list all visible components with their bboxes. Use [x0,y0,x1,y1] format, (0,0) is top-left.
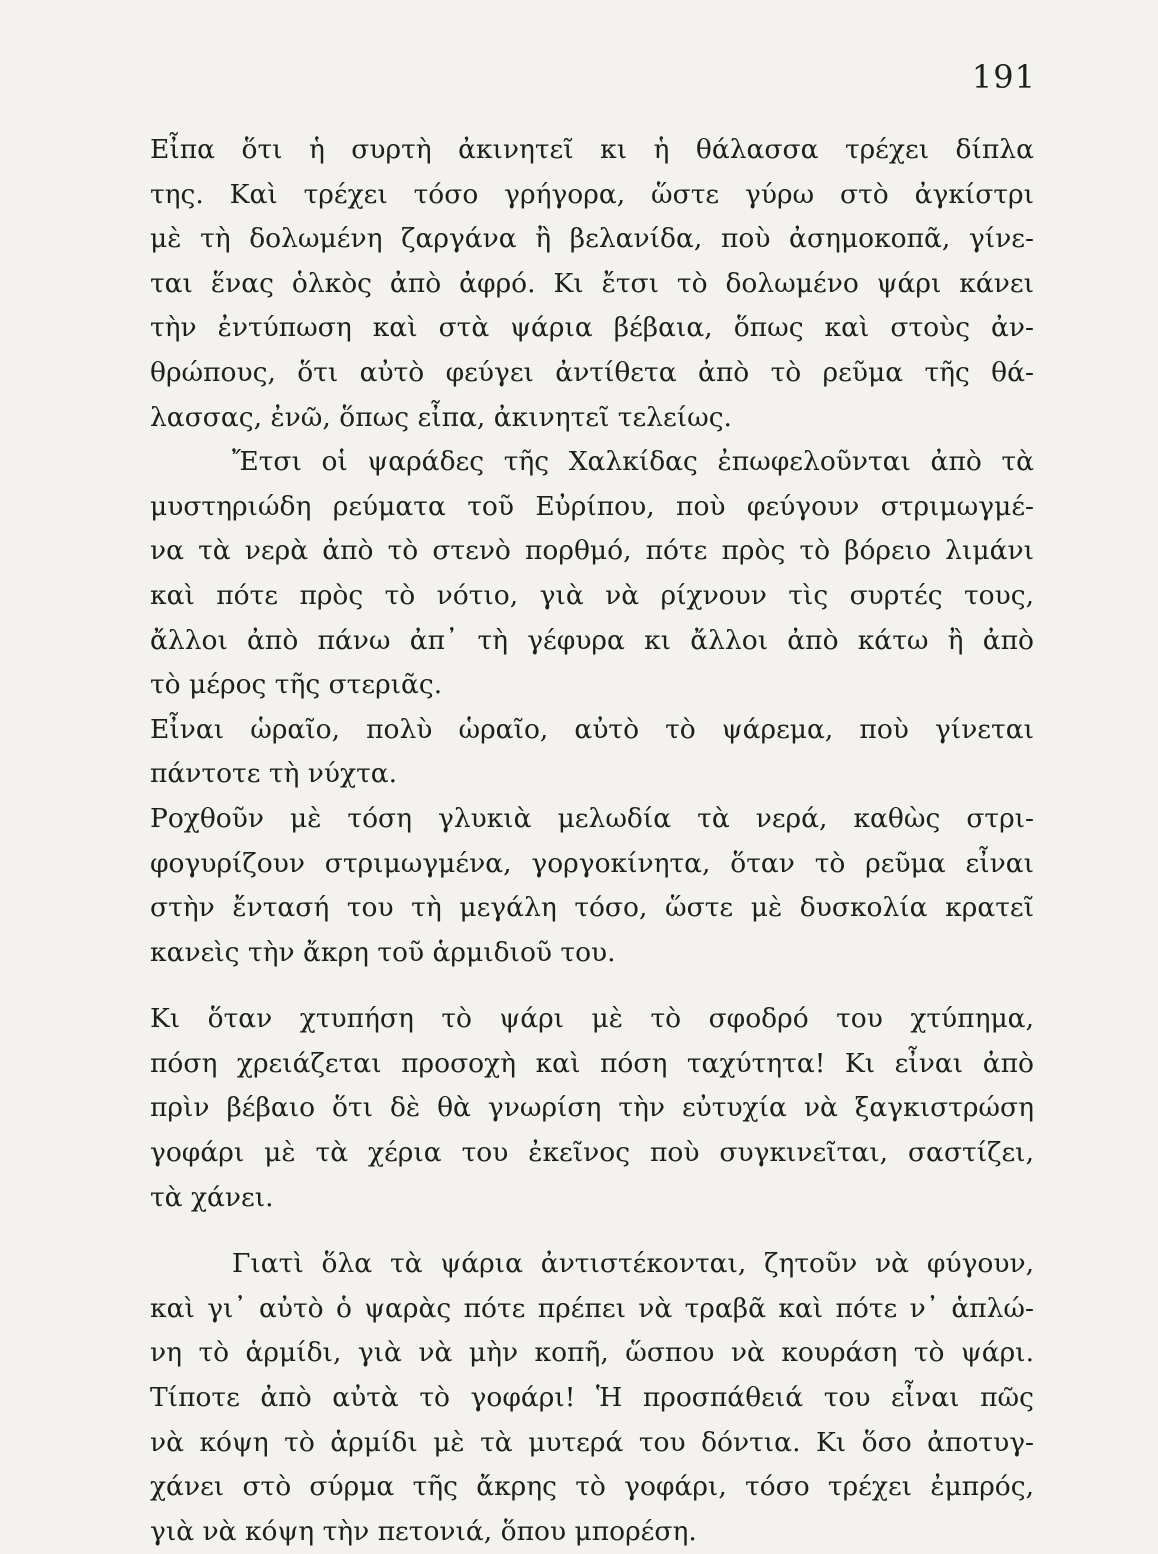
body-text [150,128,1034,1554]
text-line: να τὰ νερὰ ἀπὸ τὸ στενὸ πορθμό, πότε πρὸς τὸ βόρειο λιμάνι [150,535,1034,567]
text-line: Εἶναι ὡραῖο, πολὺ ὡραῖο, αὐτὸ τὸ ψάρεμα, ποὺ γίνεται [150,713,1034,745]
paragraph-4 [150,797,1034,975]
text-line: πάντοτε τὴ νύχτα. [150,758,398,790]
text-line: χάνει στὸ σύρμα τῆς ἄκρης τὸ γοφάρι, τόσο τρέχει ἐμπρός, [150,1471,1034,1503]
text-line: λασσας, ἐνῶ, ὅπως εἶπα, ἀκινητεῖ τελείως. [150,401,732,433]
text-line: κανεὶς τὴν ἄκρη τοῦ ἁρμιδιοῦ του. [150,936,616,968]
text-line: τὰ χάνει. [150,1181,274,1213]
text-line: Ἔτσι οἱ ψαράδες τῆς Χαλκίδας ἐπωφελοῦνται ἀπὸ τὰ [232,446,1034,478]
text-line: θρώπους, ὅτι αὐτὸ φεύγει ἀντίθετα ἀπὸ τὸ ρεῦμα τῆς θά- [150,356,1034,388]
paragraph-3 [150,708,1034,797]
paragraph-6 [150,1242,1034,1554]
text-line: πρὶν βέβαιο ὅτι δὲ θὰ γνωρίση τὴν εὐτυχία νὰ ξαγκιστρώση [150,1092,1034,1124]
paragraph-spacer [150,1220,1034,1242]
page-number: 191 [971,58,1036,96]
text-line: Εἶπα ὅτι ἡ συρτὴ ἀκινητεῖ κι ἡ θάλασσα τρέχει δίπλα [150,134,1034,165]
paragraph-2 [150,440,1034,708]
paragraph-1 [150,128,1034,440]
text-line: μὲ τὴ δολωμένη ζαργάνα ἢ βελανίδα, ποὺ ἀσημοκοπᾶ, γίνε- [150,223,1034,255]
text-line: τὸ μέρος τῆς στεριᾶς. [150,669,443,701]
text-line: ται ἕνας ὁλκὸς ἀπὸ ἀφρό. Κι ἔτσι τὸ δολωμένο ψάρι κάνει [150,267,1034,299]
text-line: πόση χρειάζεται προσοχὴ καὶ πόση ταχύτητα! Κι εἶναι ἀπὸ [150,1047,1034,1079]
paragraph-5 [150,997,1034,1220]
text-line: νὰ κόψη τὸ ἁρμίδι μὲ τὰ μυτερά του δόντια. Κι ὅσο ἀποτυγ- [150,1426,1034,1458]
text-line: γιὰ νὰ κόψη τὴν πετονιά, ὅπου μπορέση. [150,1515,697,1547]
text-line: Τίποτε ἀπὸ αὐτὰ τὸ γοφάρι! Ἡ προσπάθειά του εἶναι πῶς [150,1382,1034,1414]
text-line: Ροχθοῦν μὲ τόση γλυκιὰ μελωδία τὰ νερά, καθὼς στρι- [150,802,1034,834]
text-line: τὴν ἐντύπωση καὶ στὰ ψάρια βέβαια, ὅπως καὶ στοὺς ἀν- [150,312,1034,344]
text-line: καὶ γι᾿ αὐτὸ ὁ ψαρὰς πότε πρέπει νὰ τραβᾶ καὶ πότε ν᾿ ἁπλώ- [150,1292,1034,1324]
text-line: μυστηριώδη ρεύματα τοῦ Εὐρίπου, ποὺ φεύγουν στριμωγμέ- [150,490,1034,522]
text-line: στὴν ἔντασή του τὴ μεγάλη τόσο, ὥστε μὲ δυσκολία κρατεῖ [150,892,1034,924]
text-line: νη τὸ ἁρμίδι, γιὰ νὰ μὴν κοπῆ, ὥσπου νὰ κουράση τὸ ψάρι. [150,1337,1034,1369]
text-line: φογυρίζουν στριμωγμένα, γοργοκίνητα, ὅταν τὸ ρεῦμα εἶναι [150,847,1034,879]
text-line: γοφάρι μὲ τὰ χέρια του ἐκεῖνος ποὺ συγκινεῖται, σαστίζει, [150,1137,1034,1169]
text-line: ἄλλοι ἀπὸ πάνω ἀπ᾿ τὴ γέφυρα κι ἄλλοι ἀπὸ κάτω ἢ ἀπὸ [150,624,1034,656]
text-line: καὶ πότε πρὸς τὸ νότιο, γιὰ νὰ ρίχνουν τὶς συρτές τους, [150,579,1034,611]
paragraph-spacer [150,975,1034,997]
text-line: της. Καὶ τρέχει τόσο γρήγορα, ὥστε γύρω στὸ ἀγκίστρι [150,178,1034,210]
text-line: Γιατὶ ὅλα τὰ ψάρια ἀντιστέκονται, ζητοῦν νὰ φύγουν, [232,1248,1034,1280]
text-line: Κι ὅταν χτυπήση τὸ ψάρι μὲ τὸ σφοδρό του χτύπημα, [150,1003,1034,1035]
